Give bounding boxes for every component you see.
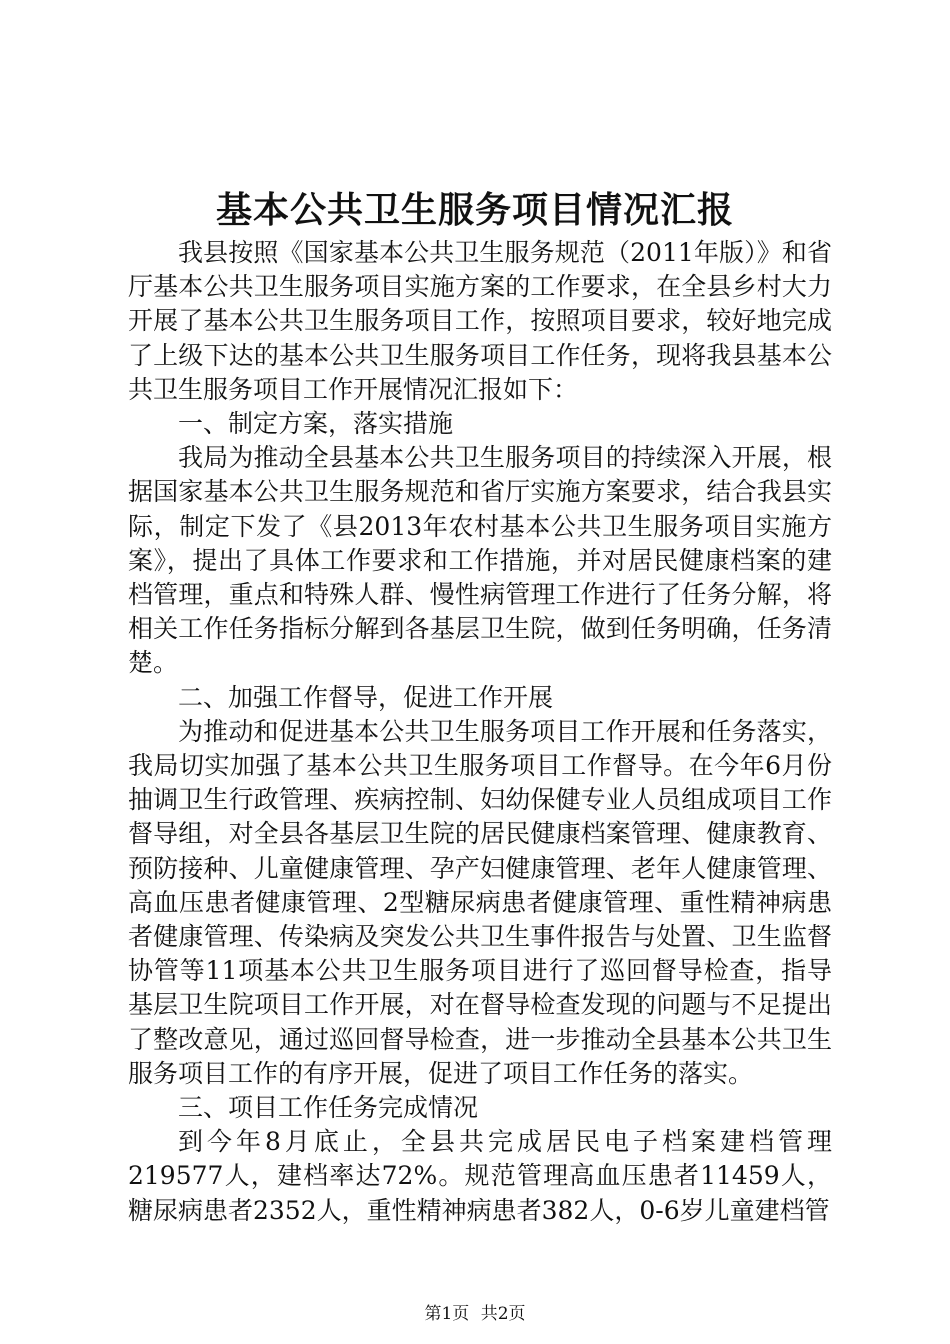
section-paragraph-2: 为推动和促进基本公共卫生服务项目工作开展和任务落实，我局切实加强了基本公共卫生服务项目工作督导。在今年6月份抽调卫生行政管理、疾病控制、妇幼保健专业人员组成项目工作督导组，对全县各基层卫生院的居民健康档案管理、健康教育、预防接种、儿童健康管理、孕产妇健康管理、老年人健康管理、高血压患者健康管理、2型糖尿病患者健康管理、重性精神病患者健康管理、传染病及突发公共卫生事件报告与处置、卫生监督协管等11项基本公共卫生服务项目进行了巡回督导检查，指导基层卫生院项目工作开展，对在督导检查发现的问题与不足提出了整改意见，通过巡回督导检查，进一步推动全县基本公共卫生服务项目工作的有序开展，促进了项目工作任务的落实。 — [128, 716, 832, 1088]
page-number-total: 共2页 — [480, 1304, 526, 1324]
section-heading-1: 一、制定方案，落实措施 — [178, 409, 454, 439]
intro-paragraph: 我县按照《国家基本公共卫生服务规范（2011年版）》和省厅基本公共卫生服务项目实施方案的工作要求，在全县乡村大力开展了基本公共卫生服务项目工作，按照项目要求，较好地完成了上级下达的基本公共卫生服务项目工作任务，现将我县基本公共卫生服务项目工作开展情况汇报如下： — [128, 238, 832, 404]
section-heading-2: 二、加强工作督导，促进工作开展 — [178, 682, 554, 712]
section-paragraph-1: 我局为推动全县基本公共卫生服务项目的持续深入开展，根据国家基本公共卫生服务规范和省厅实施方案要求，结合我县实际，制定下发了《县2013年农村基本公共卫生服务项目实施方案》，提出了具体工作要求和工作措施，并对居民健康档案的建档管理，重点和特殊人群、慢性病管理工作进行了任务分解，将相关工作任务指标分解到各基层卫生院，做到任务明确，任务清楚。 — [128, 443, 832, 678]
section-paragraph-3: 到今年8月底止，全县共完成居民电子档案建档管理219577人，建档率达72%。规范管理高血压患者11459人，糖尿病患者2352人，重性精神病患者382人，0-6岁儿童建档管 — [128, 1127, 832, 1225]
document-title: 基本公共卫生服务项目情况汇报 — [215, 189, 734, 231]
section-heading-3: 三、项目工作任务完成情况 — [178, 1093, 479, 1123]
page-number-current: 第1页 — [424, 1304, 470, 1324]
page-footer — [0, 1303, 950, 1325]
document-body — [128, 236, 832, 1228]
